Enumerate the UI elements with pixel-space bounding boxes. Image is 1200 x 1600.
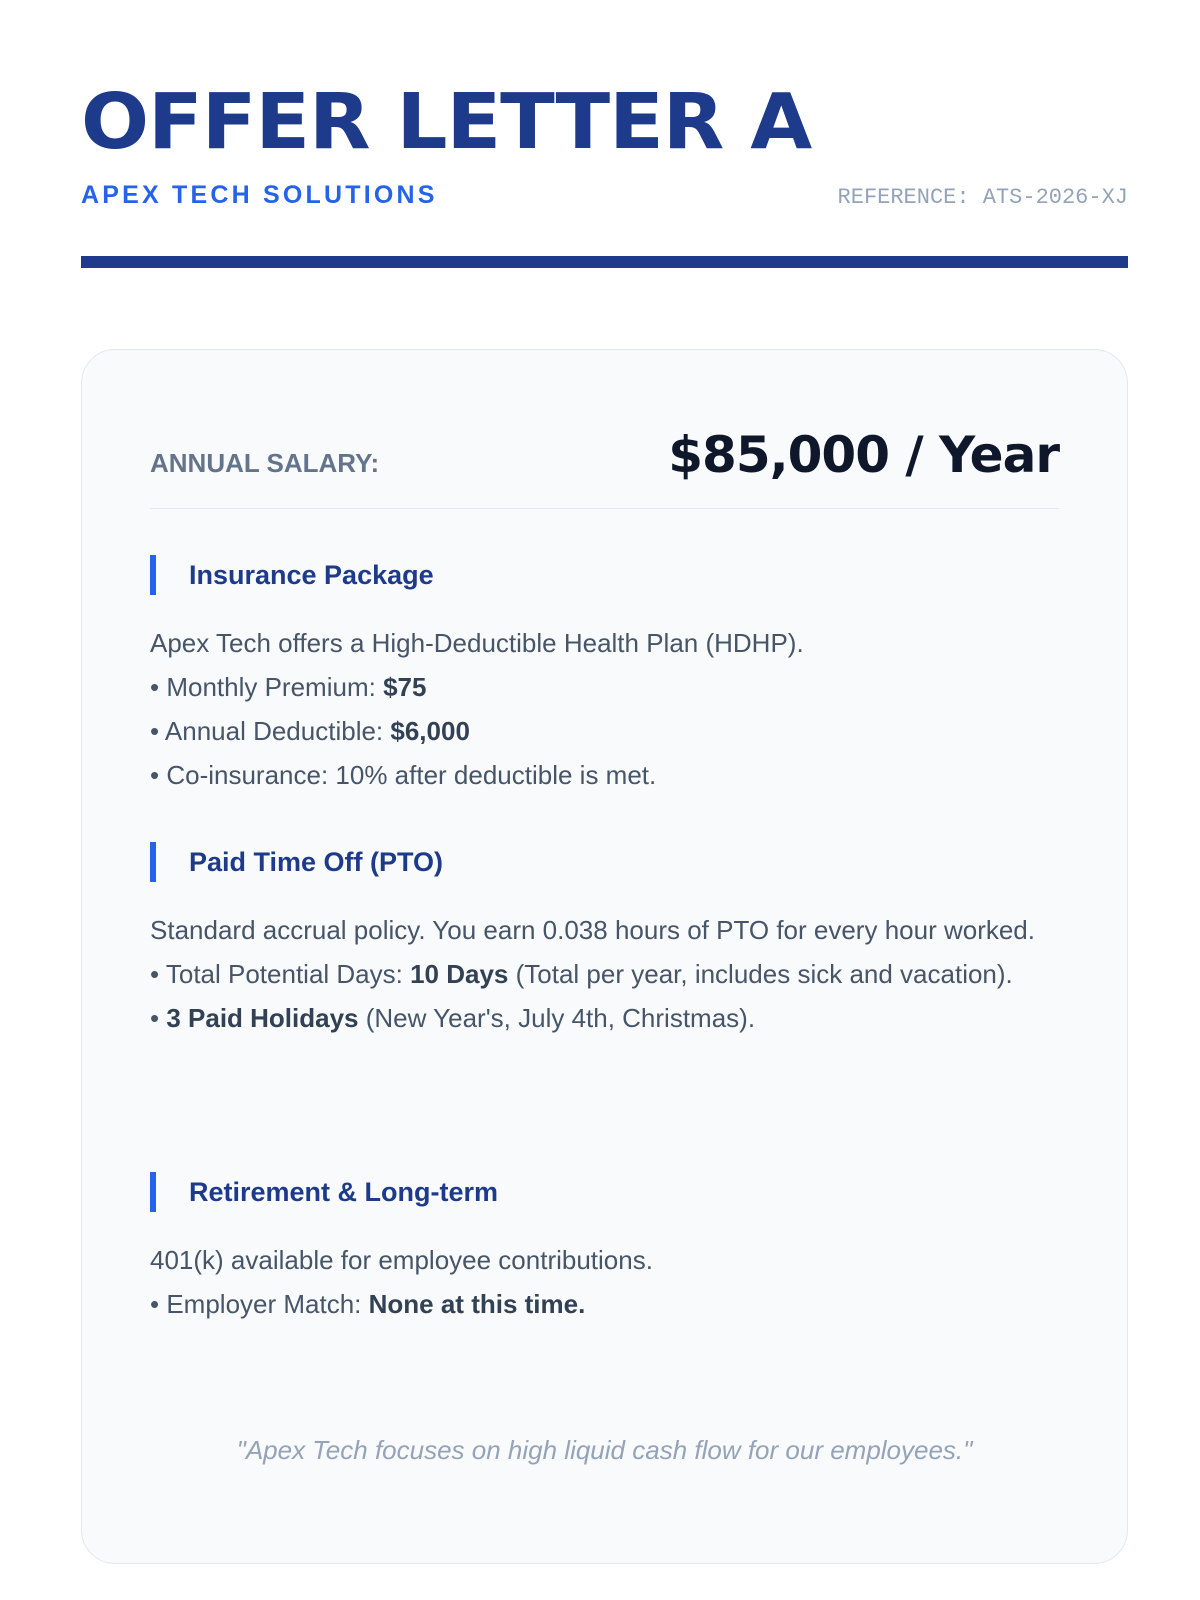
pto-intro: Standard accrual policy. You earn 0.038 hours of PTO for every hour worked. xyxy=(150,915,1035,945)
holidays-value: 3 Paid Holidays xyxy=(166,1003,359,1033)
header-divider xyxy=(81,256,1128,268)
retirement-body xyxy=(150,1238,1059,1326)
holidays-bullet: • xyxy=(150,1003,167,1033)
pto-days-note: (Total per year, includes sick and vacation). xyxy=(508,959,1013,989)
company-quote: "Apex Tech focuses on high liquid cash flow for our employees." xyxy=(236,1435,973,1465)
insurance-section xyxy=(150,555,1059,797)
company-name: APEX TECH SOLUTIONS xyxy=(81,181,438,209)
insurance-body xyxy=(150,621,1059,797)
employer-match-value: None at this time. xyxy=(368,1289,586,1319)
insurance-heading: Insurance Package xyxy=(150,555,1059,595)
premium-value: $75 xyxy=(383,672,427,702)
retirement-section xyxy=(150,1172,1059,1326)
deductible-value: $6,000 xyxy=(390,716,470,746)
employer-match-line xyxy=(150,1282,1059,1326)
salary-value: $85,000 / Year xyxy=(668,426,1059,484)
offer-details-card xyxy=(81,349,1128,1564)
pto-days-value: 10 Days xyxy=(410,959,509,989)
pto-days-line xyxy=(150,952,1059,996)
holidays-note: (New Year's, July 4th, Christmas). xyxy=(358,1003,756,1033)
page-title: OFFER LETTER A xyxy=(81,78,812,167)
pto-heading: Paid Time Off (PTO) xyxy=(150,842,1059,882)
deductible-label: • Annual Deductible: xyxy=(150,716,391,746)
coinsurance-line: • Co-insurance: 10% after deductible is met. xyxy=(150,760,657,790)
retirement-heading: Retirement & Long-term xyxy=(150,1172,1059,1212)
deductible-line xyxy=(150,709,1059,753)
pto-body xyxy=(150,908,1059,1040)
premium-line xyxy=(150,665,1059,709)
insurance-intro: Apex Tech offers a High-Deductible Health Plan (HDHP). xyxy=(150,628,804,658)
premium-label: • Monthly Premium: xyxy=(150,672,384,702)
holidays-line xyxy=(150,996,1059,1040)
pto-section xyxy=(150,842,1059,1040)
pto-days-label: • Total Potential Days: xyxy=(150,959,411,989)
salary-row xyxy=(150,418,1059,509)
reference-code: REFERENCE: ATS-2026-XJ xyxy=(837,185,1128,210)
employer-match-label: • Employer Match: xyxy=(150,1289,369,1319)
retirement-intro: 401(k) available for employee contributions. xyxy=(150,1245,653,1275)
salary-label: ANNUAL SALARY: xyxy=(150,448,380,478)
